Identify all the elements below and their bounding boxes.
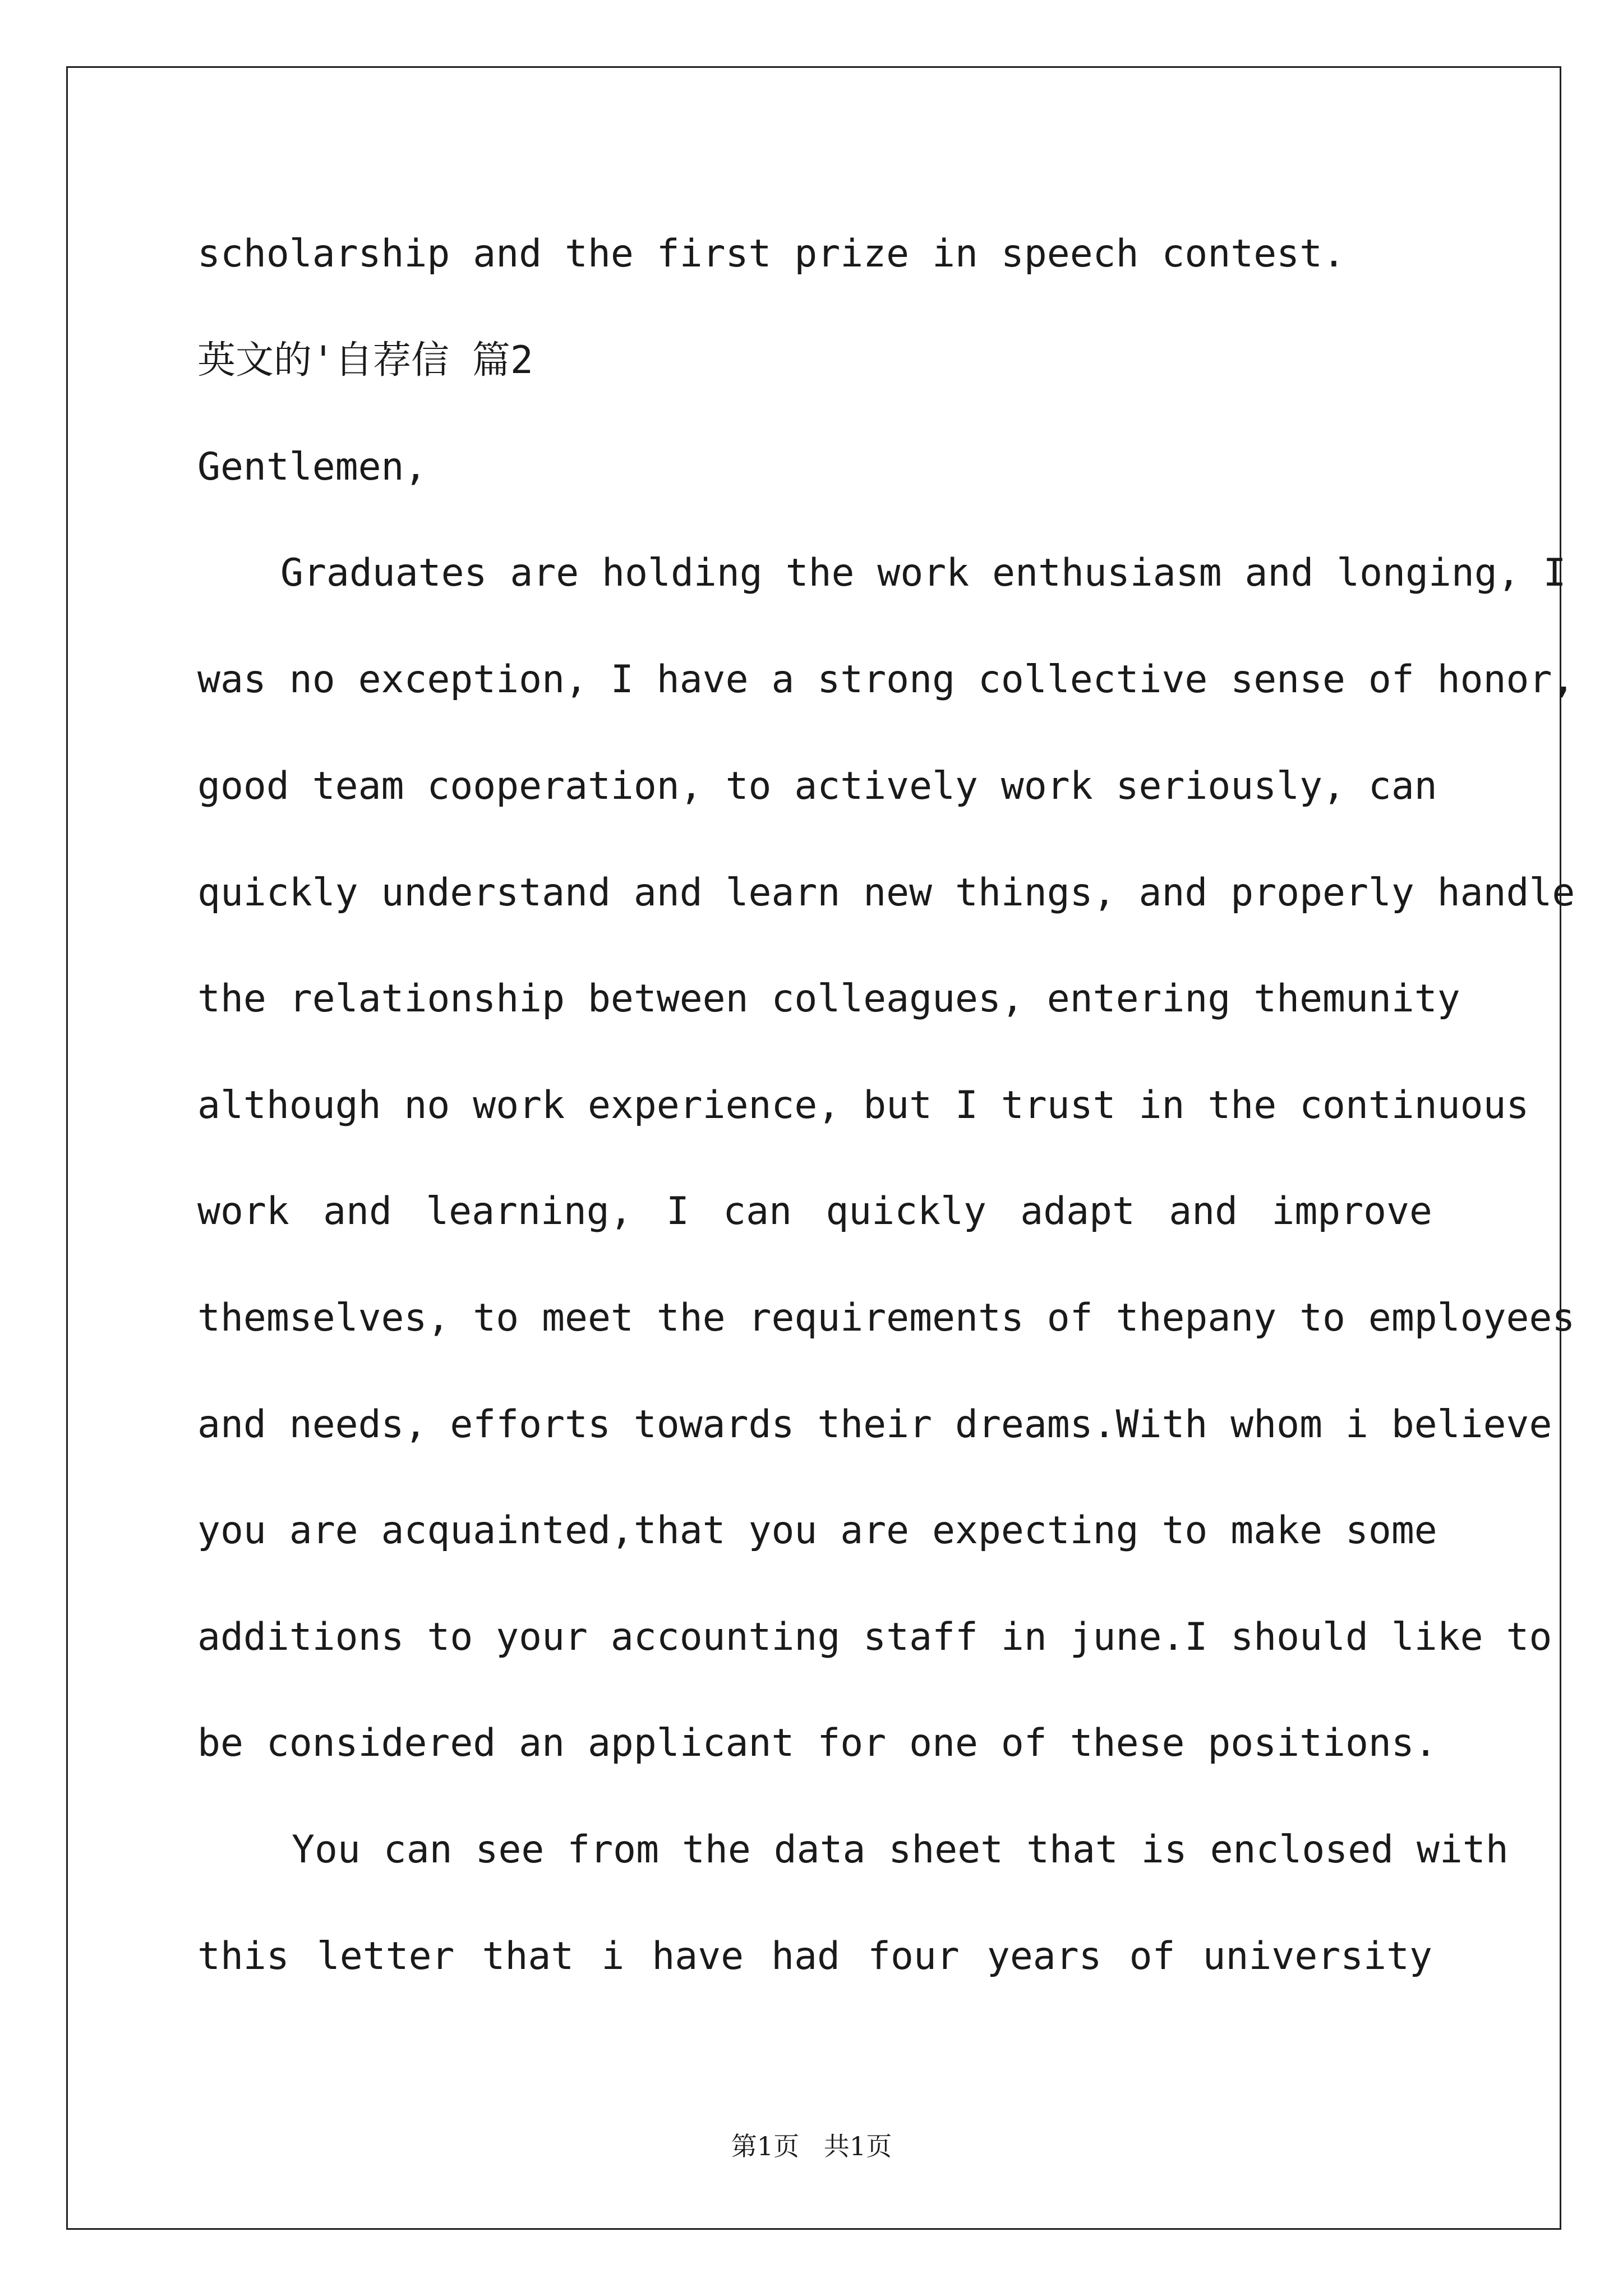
text-line: scholarship and the first prize in speech contest. (197, 232, 1345, 276)
paragraph-line: quickly understand and learn new things, and properly handle (197, 871, 1575, 915)
paragraph-line: was no exception, I have a strong collective sense of honor, (197, 657, 1575, 702)
paragraph-line: you are acquainted,that you are expecting to make some (197, 1508, 1437, 1553)
paragraph-line: and needs, efforts towards their dreams.With whom i believe (197, 1402, 1552, 1447)
paragraph-line: the relationship between colleagues, entering themunity (197, 977, 1460, 1021)
paragraph-line: work and learning, I can quickly adapt and improve (197, 1189, 1432, 1234)
page-footer: 第1页 共1页 (731, 2131, 892, 2161)
paragraph-line: be considered an applicant for one of these positions. (197, 1721, 1437, 1765)
section-heading: 英文的'自荐信 篇2 (197, 338, 533, 383)
paragraph-line: this letter that i have had four years of university (197, 1934, 1432, 1978)
paragraph-line: although no work experience, but I trust in the continuous (197, 1083, 1529, 1128)
paragraph-line: good team cooperation, to actively work seriously, can (197, 764, 1437, 808)
paragraph-line: themselves, to meet the requirements of thepany to employees (197, 1296, 1575, 1340)
paragraph-line: Graduates are holding the work enthusiasm and longing, I (280, 551, 1566, 595)
page-border (66, 66, 1575, 2230)
salutation: Gentlemen, (197, 445, 427, 489)
paragraph-line: additions to your accounting staff in june.I should like to (197, 1615, 1552, 1659)
paragraph-line: You can see from the data sheet that is enclosed with (292, 1828, 1509, 1872)
